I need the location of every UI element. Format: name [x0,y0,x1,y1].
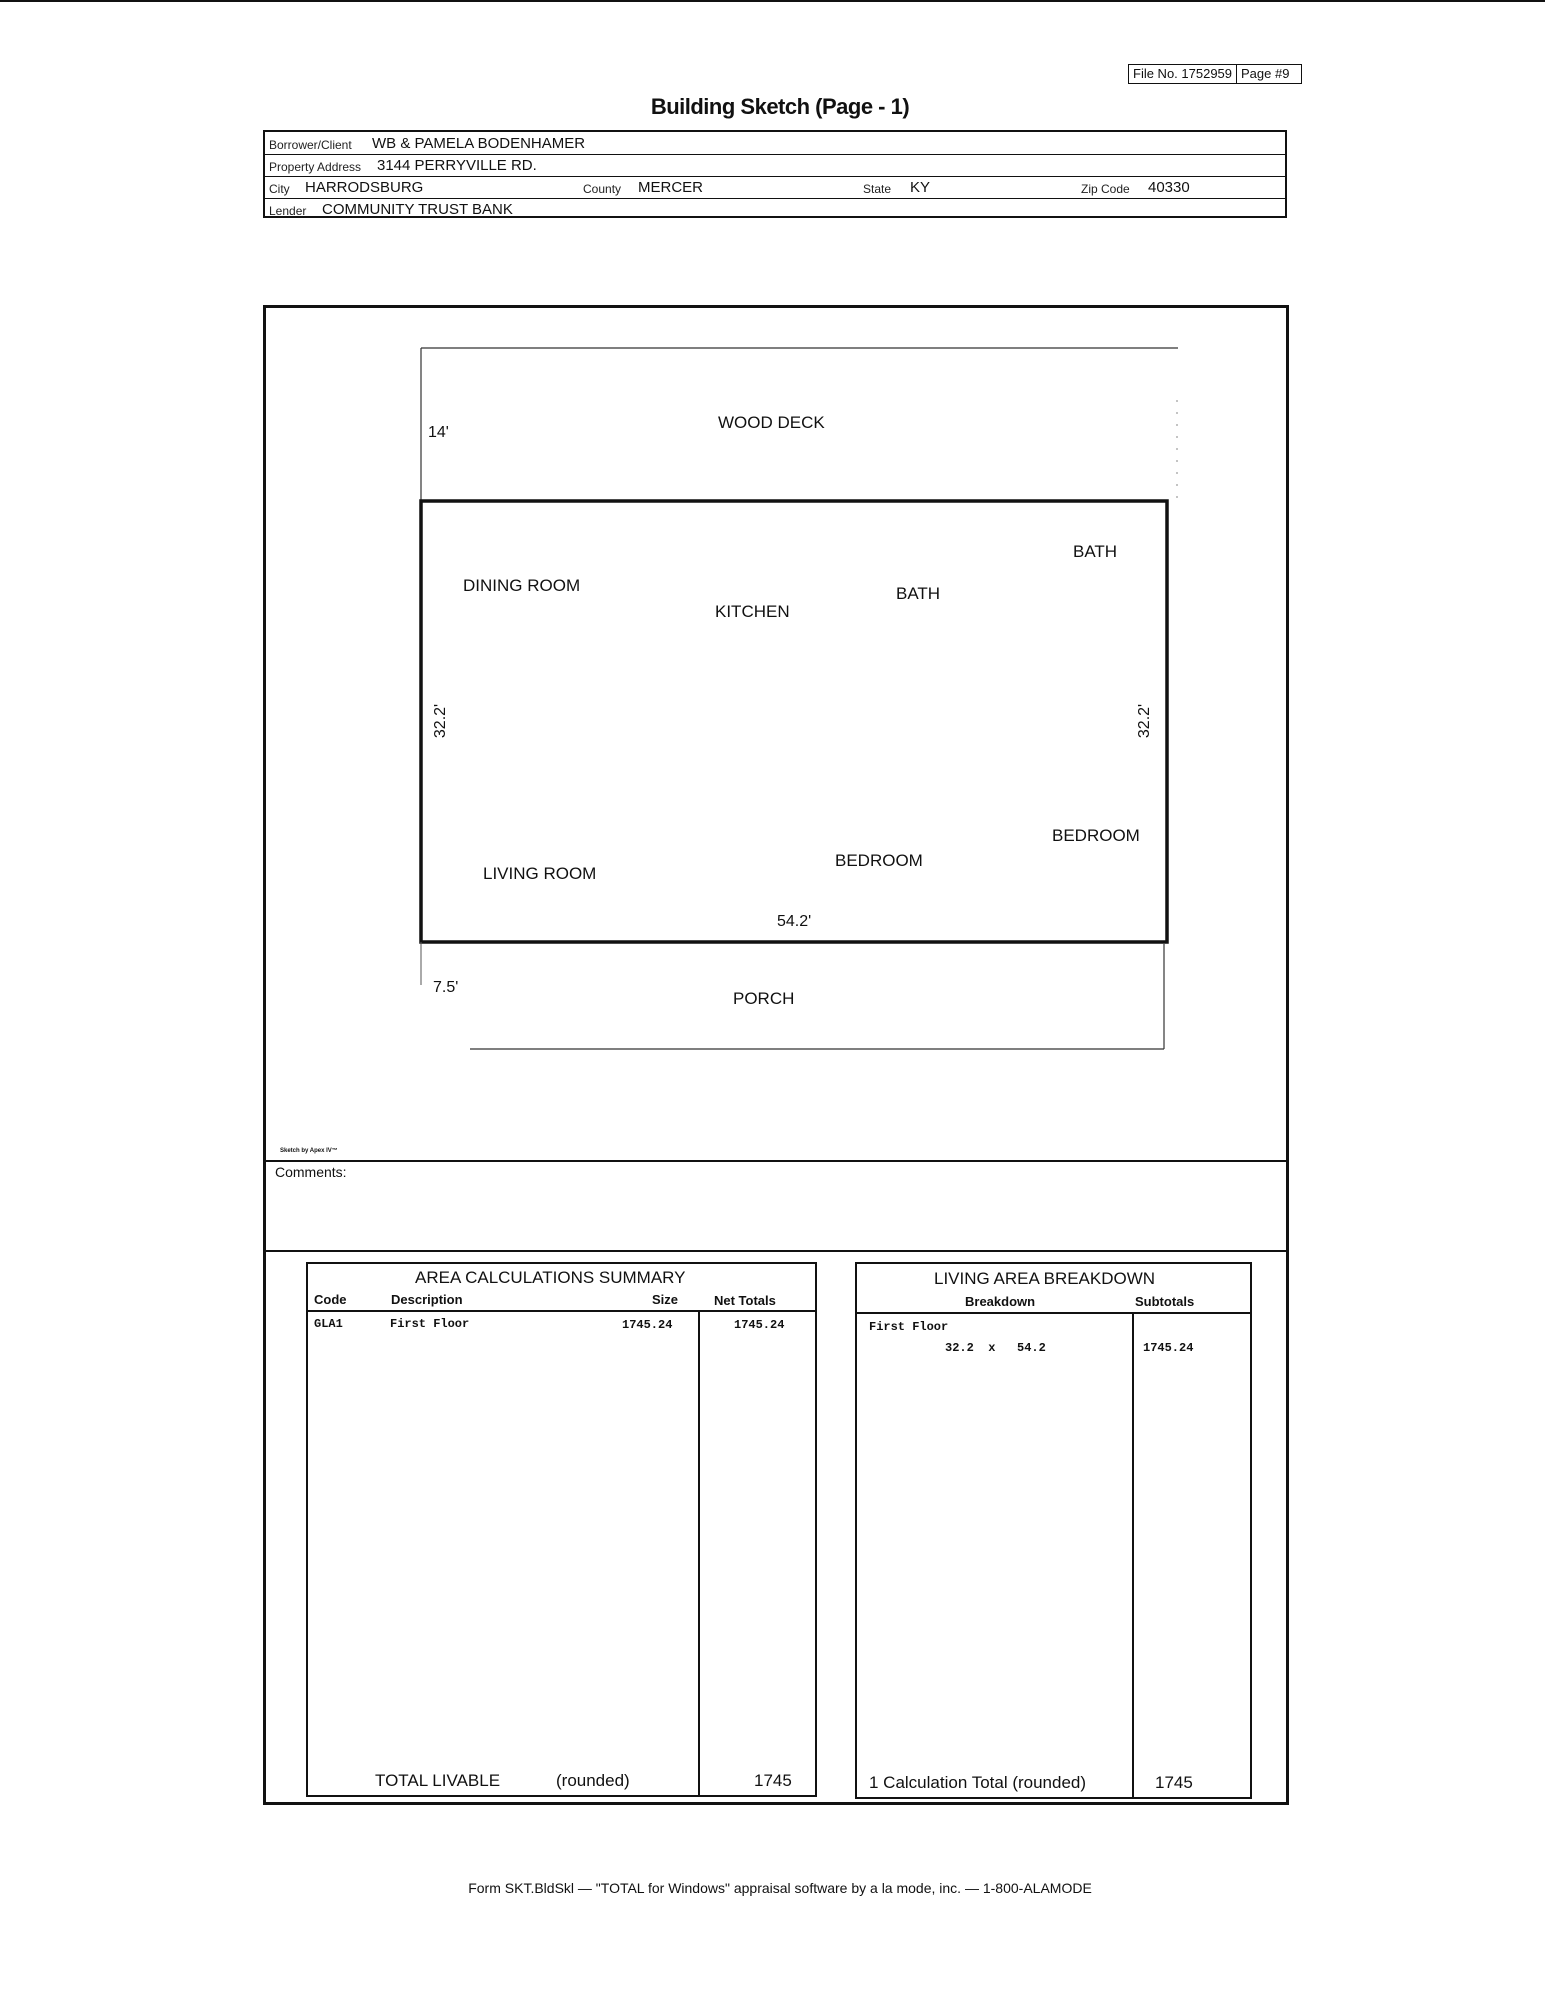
col-size: Size [652,1292,679,1307]
address-value: 3144 PERRYVILLE RD. [377,157,537,174]
right-dimension: 32.2' [1136,703,1154,739]
porch-dimension: 7.5' [433,979,459,996]
row-net-total: 1745.24 [734,1318,785,1332]
row-code: GLA1 [314,1317,343,1331]
living-breakdown-box [855,1262,1252,1799]
col-description: Description [391,1292,463,1307]
comments-top-line [265,1160,1287,1162]
borrower-value: WB & PAMELA BODENHAMER [372,135,586,152]
county-value: MERCER [638,179,704,196]
area-summary-col-divider [698,1310,700,1795]
total-livable-value: 1745 [754,1771,792,1790]
col-code: Code [314,1292,347,1307]
page-title: Building Sketch (Page - 1) [650,94,910,119]
left-dimension: 32.2' [432,703,450,739]
width-dimension: 54.2' [777,913,812,930]
bath-label-2: BATH [896,584,941,603]
bedroom-label-1: BEDROOM [1052,826,1140,845]
col-breakdown: Breakdown [965,1294,1036,1309]
wood-deck-label: WOOD DECK [718,413,825,432]
total-rounded-label: (rounded) [556,1771,630,1790]
col-net-totals: Net Totals [714,1293,776,1308]
living-breakdown-title: LIVING AREA BREAKDOWN [934,1269,1156,1288]
borrower-label: Borrower/Client [269,138,352,152]
col-subtotals: Subtotals [1135,1294,1195,1309]
comments-bottom-line [265,1250,1287,1252]
porch-label: PORCH [733,989,795,1008]
living-breakdown-col-divider [1132,1312,1134,1797]
row-description: First Floor [390,1317,470,1331]
living-room-label: LIVING ROOM [483,864,597,883]
area-summary-header-line [308,1310,815,1312]
calculation-total-value: 1745 [1155,1773,1193,1792]
calculation-total-label: 1 Calculation Total (rounded) [869,1773,1087,1792]
breakdown-calc: 32.2 x 54.2 [945,1341,1046,1355]
area-summary-title: AREA CALCULATIONS SUMMARY [415,1268,686,1287]
living-breakdown-header-line [857,1312,1250,1314]
lender-label: Lender [269,204,307,218]
city-value: HARRODSBURG [305,179,424,196]
state-label: State [863,182,892,196]
comments-label: Comments: [275,1164,347,1180]
address-label: Property Address [269,160,362,174]
bedroom-label-2: BEDROOM [835,851,923,870]
lender-value: COMMUNITY TRUST BANK [322,201,513,218]
dining-room-label: DINING ROOM [463,576,581,595]
city-label: City [269,182,290,196]
deck-dimension: 14' [428,424,449,441]
zip-value: 40330 [1148,179,1190,196]
area-summary-box [306,1262,817,1797]
sketch-credit: Sketch by Apex IV™ [280,1148,338,1154]
breakdown-subtotal: 1745.24 [1143,1341,1194,1355]
zip-label: Zip Code [1081,182,1130,196]
county-label: County [583,182,622,196]
state-value: KY [910,179,931,196]
form-footer: Form SKT.BldSkl — "TOTAL for Windows" appraisal software by a la mode, inc. — 1-800-ALAMODE [468,1880,1092,1896]
breakdown-floor: First Floor [869,1320,949,1334]
file-number: File No. 1752959 [1133,66,1233,81]
total-livable-label: TOTAL LIVABLE [375,1771,501,1790]
page-number: Page #9 [1236,65,1293,83]
bath-label-1: BATH [1073,542,1118,561]
kitchen-label: KITCHEN [715,602,790,621]
row-size: 1745.24 [622,1318,673,1332]
